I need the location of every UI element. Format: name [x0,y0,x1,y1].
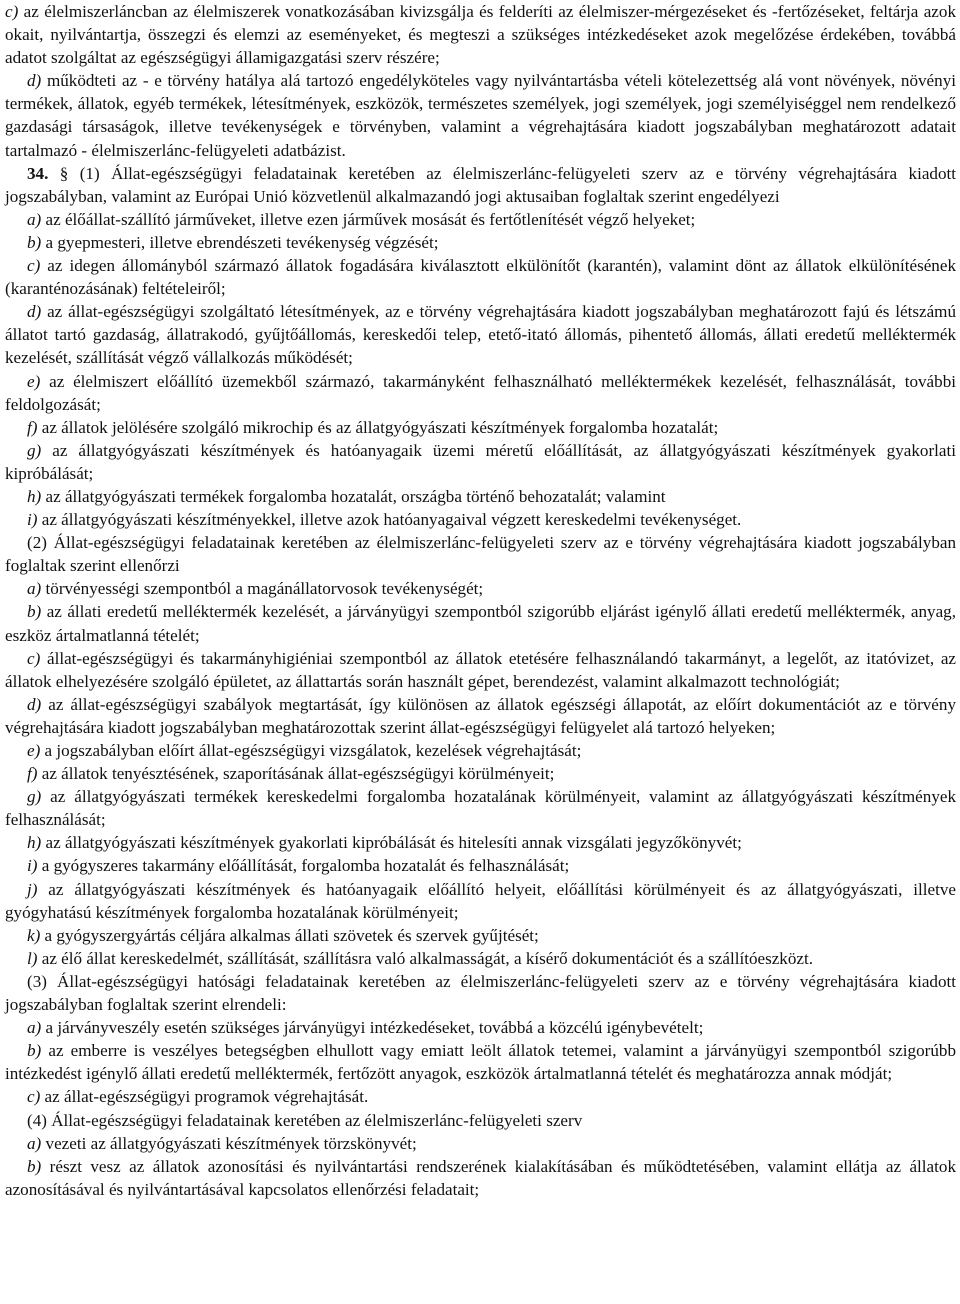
paragraph-text: (4) Állat-egészségügyi feladatainak keretében az élelmiszerlánc-felügyeleti szerv [27,1110,583,1130]
paragraph-text: állat-egészségügyi és takarmányhigiéniai szempontból az állatok etetésére felhasználandó takarmányt, a legelőt, az itatóvizet, az állatok elhelyezésére szolgáló épületet, az állattartás során használt gépet, berendezést, valamint alkalmazott technológiát; [5,648,956,691]
point-letter: f) [27,417,38,437]
point-letter: c) [27,256,41,276]
point-letter: l) [27,948,38,968]
paragraph-p29 [5,1085,956,1108]
point-letter: d) [27,302,42,322]
point-letter: a) [27,1133,42,1153]
paragraph-p27 [5,1016,956,1039]
paragraph-p3 [5,162,956,208]
paragraph-text: az állatok tenyésztésének, szaporításának állat-egészségügyi körülményeit; [37,764,555,784]
paragraph-p10 [5,439,956,485]
paragraph-text: a gyógyszergyártás céljára alkalmas állati szövetek és szervek gyűjtését; [40,925,539,945]
paragraph-p23 [5,878,956,924]
paragraph-text: az élő állat kereskedelmét, szállítását, szállításra való alkalmasságát, a kísérő dokumentációt és a szállítóeszközt. [37,948,814,968]
paragraph-text: (2) Állat-egészségügyi feladatainak keretében az élelmiszerlánc-felügyeleti szerv az e törvény végrehajtására kiadott jogszabályban foglaltak szerint ellenőrzi [5,533,956,576]
point-letter: c) [27,648,41,668]
paragraph-p13 [5,531,956,577]
point-letter: a) [27,209,42,229]
paragraph-p6 [5,254,956,300]
point-letter: g) [27,787,42,807]
point-letter: e) [27,741,41,760]
paragraph-text: a gyepmesteri, illetve ebrendészeti tevékenység végzését; [41,232,439,252]
paragraph-p14 [5,577,956,600]
paragraph-text: az állatgyógyászati termékek forgalomba hozatalát, országba történő behozatalát; valamint [41,486,666,506]
paragraph-text: az állatgyógyászati termékek kereskedelmi forgalomba hozatalának körülményeit, valamint az állatgyógyászati készítmények felhasználását; [5,787,956,830]
paragraph-text: az állat-egészségügyi szabályok megtartását, így különösen az állatok egészségi állapotát, az előírt dokumentációt az e törvény végrehajtására kiadott jogszabályban meghatározottak szerint állat-egészségügyi felügyelet alá tartozó helyeken; [5,694,956,737]
paragraph-p19 [5,762,956,785]
paragraph-text: törvényességi szempontból a magánállatorvosok tevékenységét; [41,579,484,599]
paragraph-text: az élelmiszerláncban az élelmiszerek vonatkozásában kivizsgálja és felderíti az élelmiszer-mérgezéseket és -fertőzéseket, feltárja azok okait, nyilvántartja, összegzi és elemzi az eseményeket, és megteszi a szükséges intézkedéseket azok megelőzése érdekében, továbbá adatot szolgáltat az egészségügyi államigazgatási szerv részére; [5,2,956,68]
paragraph-p16 [5,647,956,693]
paragraph-text: részt vesz az állatok azonosítási és nyilvántartási rendszerének kialakításában és működtetésében, valamint ellátja az állatok azonosításával és nyilvántartásával kapcsolatos ellenőrzési feladatait; [5,1156,956,1199]
point-letter: b) [27,1041,42,1061]
point-letter: k) [27,925,41,945]
point-letter: f) [27,764,38,784]
paragraph-p25 [5,947,956,970]
point-letter: h) [27,486,42,506]
paragraph-text: az állatgyógyászati készítmények és hatóanyagaik előállító helyeit, előállítási körülményeit és az állatgyógyászati, illetve gyógyhatású készítmények forgalomba hozatalának körülményeit; [5,879,956,922]
point-letter: a) [27,579,42,599]
paragraph-p26 [5,970,956,1016]
paragraph-p21 [5,831,956,854]
paragraph-text: az állati eredetű melléktermék kezelését, a járványügyi szempontból szigorúbb eljárást igénylő állati eredetű melléktermék, anyag, eszköz ártalmatlanná tételét; [5,602,956,645]
paragraph-p2 [5,69,956,161]
paragraph-text: az állat-egészségügyi programok végrehajtását. [40,1087,369,1107]
point-letter: j) [27,879,38,899]
point-letter: b) [27,602,42,622]
paragraph-p7 [5,300,956,369]
point-letter: c) [5,2,19,21]
paragraph-text: az állatgyógyászati készítmények gyakorlati kipróbálását és hitelesíti annak vizsgálati jegyzőkönyvét; [41,833,742,853]
paragraph-text: § (1) Állat-egészségügyi feladatainak keretében az élelmiszerlánc-felügyeleti szerv az e törvény végrehajtására kiadott jogszabályban, valamint az Európai Unió közvetlenül alkalmazandó jogi aktusaiban foglaltak szerint engedélyezi [5,163,957,206]
paragraph-p4 [5,208,956,231]
paragraph-text: az állatgyógyászati készítményekkel, illetve azok hatóanyagaival végzett kereskedelmi tevékenységet. [37,510,742,530]
paragraph-text: a járványveszély esetén szükséges járványügyi intézkedéseket, továbbá a közcélú igénybevételt; [41,1018,704,1038]
point-letter: e) [27,371,41,391]
paragraph-text: az állatgyógyászati készítmények és hatóanyagaik üzemi méretű előállítását, az állatgyógyászati készítmények gyakorlati kipróbálását; [5,440,956,483]
paragraph-p28 [5,1039,956,1085]
paragraph-text: (3) Állat-egészségügyi hatósági feladatainak keretében az élelmiszerlánc-felügyeleti szerv az e törvény végrehajtására kiadott jogszabályban foglaltak szerint elrendeli: [5,971,956,1015]
paragraph-text: az állat-egészségügyi szolgáltató létesítmények, az e törvény végrehajtására kiadott jogszabályban meghatározott fajú és létszámú állatot tartó gazdaság, állatrakodó, gyűjtőállomás, kereskedői telep, etető-itató állomás, pihentető állomás, állati eredetű melléktermék kezelését, szállítását végző vállalkozás működését; [5,302,956,368]
paragraph-text: a jogszabályban előírt állat-egészségügyi vizsgálatok, kezelések végrehajtását; [40,741,582,760]
point-letter: b) [27,232,42,252]
paragraph-p8 [5,370,956,416]
paragraph-text: az idegen állományból származó állatok fogadására kiválasztott elkülönítőt (karantén), valamint dönt az állatok elkülönítésének (karanténozásának) feltételeiről; [5,256,956,299]
point-letter: d) [27,694,42,714]
paragraph-text: az állatok jelölésére szolgáló mikrochip és az állatgyógyászati készítmények forgalomba hozatalát; [37,417,719,437]
point-letter: a) [27,1018,42,1038]
point-letter: i) [27,510,38,530]
paragraph-p5 [5,231,956,254]
point-letter: g) [27,440,42,460]
paragraph-text: az élelmiszert előállító üzemekből származó, takarmányként felhasználható melléktermékek kezelését, felhasználását, további feldolgozását; [5,371,956,414]
paragraph-p22 [5,854,956,877]
point-letter: b) [27,1156,42,1176]
paragraph-p30 [5,1109,956,1132]
point-letter: i) [27,856,38,876]
paragraph-p15 [5,600,956,646]
paragraph-text: a gyógyszeres takarmány előállítását, forgalomba hozatalát és felhasználását; [37,856,570,876]
paragraph-p20 [5,785,956,831]
paragraph-text: az emberre is veszélyes betegségben elhullott vagy emiatt leölt állatok tetemei, valamint a járványügyi szempontból szigorúbb intézkedést igénylő állati eredetű melléktermék, fertőzött anyagok, eszközök ártalmatlanná tételét és meghatározza annak módját; [5,1041,956,1084]
paragraph-text: vezeti az állatgyógyászati készítmények törzskönyvét; [41,1133,417,1153]
paragraph-p31 [5,1132,956,1155]
paragraph-text: az élőállat-szállító járműveket, illetve ezen járművek mosását és fertőtlenítését végző helyeket; [41,209,696,229]
paragraph-p18 [5,739,956,762]
paragraph-p17 [5,693,956,739]
point-letter: d) [27,71,42,91]
paragraph-p1 [5,0,956,69]
section-number: 34. [27,163,60,183]
paragraph-p24 [5,924,956,947]
point-letter: c) [27,1087,41,1107]
point-letter: h) [27,833,42,853]
paragraph-p11 [5,485,956,508]
paragraph-text: működteti az - e törvény hatálya alá tartozó engedélyköteles vagy nyilvántartásba vételi kötelezettség alá vont növények, növényi termékek, állatok, egyéb termékek, létesítmények, eszközök, természetes személyek, jogi személyek, jogi személyiséggel nem rendelkező gazdasági társaságok, illetve tevékenységek e törvényben, valamint a végrehajtására kiadott jogszabályban meghatározott adatait tartalmazó - élelmiszerlánc-felügyeleti adatbázist. [5,71,956,160]
paragraph-p12 [5,508,956,531]
paragraph-p32 [5,1155,956,1201]
paragraph-p9 [5,416,956,439]
